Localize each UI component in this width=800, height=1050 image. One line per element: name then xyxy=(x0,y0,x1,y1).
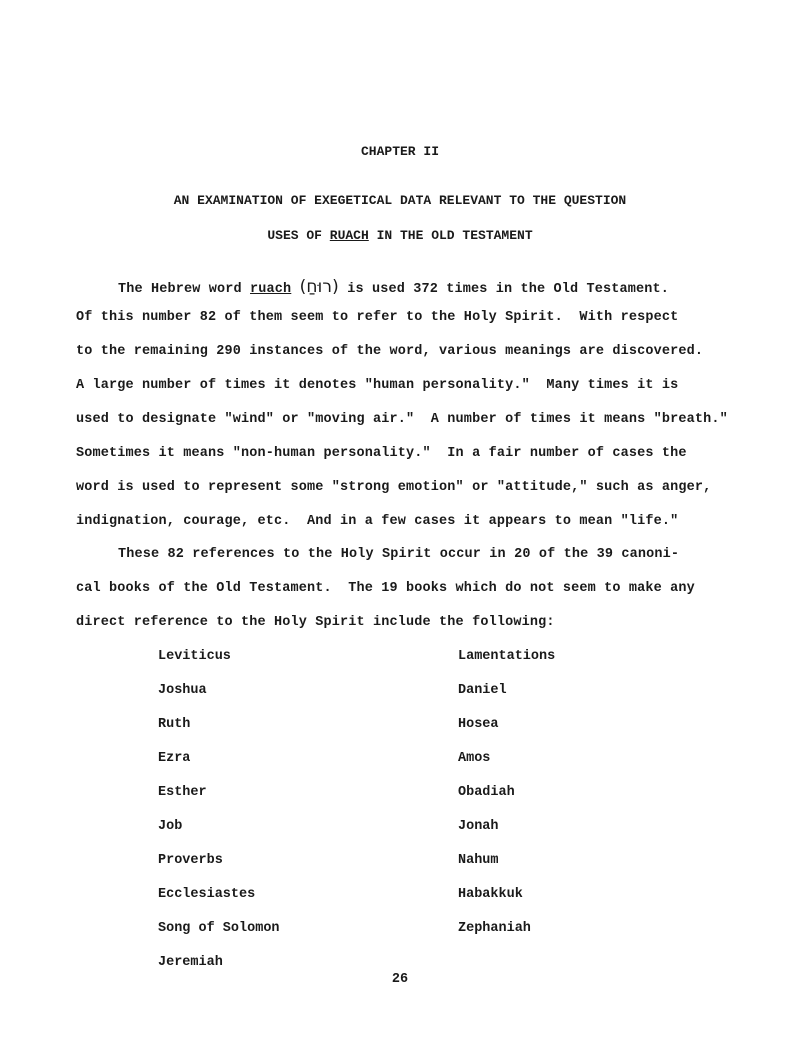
book-item: Lamentations xyxy=(458,649,556,664)
book-item: Ecclesiastes xyxy=(158,887,256,902)
para1-rest: is used 372 times in the Old Testament. xyxy=(338,282,670,297)
para2-line: These 82 references to the Holy Spirit occur in 20 of the 39 canoni- xyxy=(118,547,680,562)
para1-line: word is used to represent some "strong emotion" or "attitude," such as anger, xyxy=(76,480,712,495)
book-item: Song of Solomon xyxy=(158,921,280,936)
book-item: Leviticus xyxy=(158,649,231,664)
book-item: Job xyxy=(158,819,183,834)
title-line-1: AN EXAMINATION OF EXEGETICAL DATA RELEVANT TO THE QUESTION xyxy=(173,193,627,208)
para1-word: ruach xyxy=(250,282,292,297)
book-item: Ruth xyxy=(158,717,191,732)
para1-line: Sometimes it means "non-human personality." In a fair number of cases the xyxy=(76,446,687,461)
book-item: Habakkuk xyxy=(458,887,523,902)
title-word: RUACH xyxy=(329,228,369,243)
para1-hebrew: (רוּחַ) xyxy=(299,277,339,297)
para1-intro: The Hebrew word xyxy=(118,282,251,297)
book-item: Hosea xyxy=(458,717,499,732)
title-line-2 xyxy=(0,228,800,243)
book-item: Nahum xyxy=(458,853,499,868)
book-item: Jeremiah xyxy=(158,955,223,970)
para1-line: indignation, courage, etc. And in a few cases it appears to mean "life." xyxy=(76,514,679,529)
page-number: 26 xyxy=(391,972,409,987)
book-item: Ezra xyxy=(158,751,191,766)
book-item: Jonah xyxy=(458,819,499,834)
book-item: Daniel xyxy=(458,683,507,698)
title-suffix: IN THE OLD TESTAMENT xyxy=(368,228,533,243)
para1-line: to the remaining 290 instances of the word, various meanings are discovered. xyxy=(76,344,704,359)
book-item: Joshua xyxy=(158,683,207,698)
para1-line: used to designate "wind" or "moving air." A number of times it means "breath." xyxy=(76,412,728,427)
book-item: Amos xyxy=(458,751,491,766)
para1-line: Of this number 82 of them seem to refer to the Holy Spirit. With respect xyxy=(76,310,679,325)
book-item: Obadiah xyxy=(458,785,515,800)
para2-line: cal books of the Old Testament. The 19 books which do not seem to make any xyxy=(76,581,695,596)
book-item: Zephaniah xyxy=(458,921,531,936)
para1-first-line xyxy=(118,277,669,297)
para1-line: A large number of times it denotes "human personality." Many times it is xyxy=(76,378,679,393)
book-item: Proverbs xyxy=(158,853,223,868)
chapter-heading: CHAPTER II xyxy=(360,144,439,159)
book-item: Esther xyxy=(158,785,207,800)
para2-line: direct reference to the Holy Spirit include the following: xyxy=(76,615,555,630)
title-prefix: USES OF xyxy=(267,228,330,243)
